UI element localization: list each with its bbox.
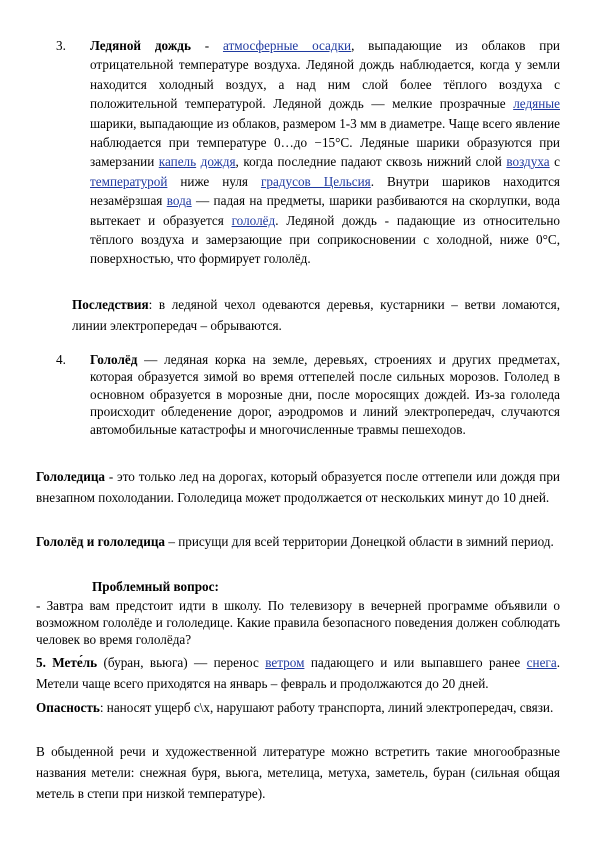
blizzard-paragraph — [36, 652, 560, 694]
text-span: ниже нуля — [167, 173, 261, 189]
text-span: - — [190, 38, 223, 53]
glaze-paragraph — [90, 351, 560, 438]
consequences-paragraph — [72, 294, 560, 336]
term-both: Гололёд и гололедица — [36, 534, 166, 549]
freezing-rain-paragraph — [90, 36, 560, 269]
problem-question-title: Проблемный вопрос: — [92, 579, 219, 594]
link-water[interactable]: вода — [166, 193, 192, 209]
link-glaze[interactable]: гололёд — [231, 212, 276, 228]
text-span: — падая на предметы, шарики разбиваются на скорлупки, вода вытекает и образуется — [90, 193, 560, 228]
list-number: 3. — [56, 38, 66, 53]
term-ground-ice: Гололедица — [36, 469, 106, 484]
text-span: , выпадающие из облаков при отрицательной температуре воздуха. Ледяной дождь наблюдается, когда у земли находится холодный воздух, а над ним слой более тёплого воздуха с положительной температурой. Ледяной дождь — мелкие прозрачные — [90, 38, 560, 112]
text-span: . Внутри шариков находится незамёрзшая — [90, 173, 560, 209]
danger-text: : наносят ущерб с\х, нарушают работу транспорта, линий электропередач, связи. — [99, 700, 554, 715]
text-span: . Ледяной дождь - падающие из относительно тёплого воздуха и замерзающие при соприкосновении с холодной, ниже 0°С, поверхностью, что формирует гололёд. — [90, 212, 560, 267]
text-span: . Метели чаще всего приходятся на январь – февраль и продолжаются до 20 дней. — [36, 655, 560, 691]
ground-ice-paragraph — [36, 466, 560, 508]
danger-label: Опасность — [36, 700, 100, 715]
term-freezing-rain: Ледяной дождь — [90, 38, 191, 53]
link-wind[interactable]: ветром — [265, 655, 305, 670]
text-span: с — [549, 154, 560, 170]
text-span: , когда последние падают сквозь нижний слой — [235, 154, 507, 170]
link-temperature[interactable]: температурой — [90, 173, 168, 189]
problem-question-text: - Завтра вам предстоит идти в школу. По телевизору в вечерней программе объявили о возможном гололёде и гололедице. Какие правила безопасного поведения должен соблюдать человек во время гололёда? — [36, 598, 560, 648]
link-rain[interactable]: дождя — [200, 154, 236, 170]
danger-paragraph — [36, 697, 560, 718]
term-glaze: Гололёд — [90, 352, 138, 367]
region-paragraph — [36, 531, 560, 552]
term-blizzard: 5. Мете́ль — [36, 655, 98, 670]
link-ice[interactable]: ледяные — [513, 96, 560, 112]
consequences-text: : в ледяной чехол одеваются деревья, кустарники – ветви ломаются, линии электропередач – обрываются. — [72, 297, 560, 333]
list-number: 4. — [56, 352, 66, 367]
link-precipitation[interactable]: атмосферные осадки — [222, 38, 352, 53]
text-span: шарики, выпадающие из облаков, размером 1-3 мм в диаметре. Чаще всего явление наблюдается при температуре 0…до −15°С. Ледяные шарики образуются при замерзании — [90, 115, 560, 170]
ground-ice-text: - это только лед на дорогах, который образуется после оттепели или дождя при внезапном похолодании. Гололедица может продолжается от нескольких минут до 10 дней. — [36, 469, 560, 505]
text-span: (буран, вьюга) — перенос — [97, 655, 266, 670]
consequences-label: Последствия — [72, 297, 149, 312]
link-air[interactable]: воздуха — [506, 154, 550, 170]
glaze-text: — ледяная корка на земле, деревьях, строениях и других предметах, которая образуется зимой во время оттепелей после сильных морозов. Гололед в основном образуется в морозные дни, после моросящих дождей. Из-за гололеда происходит обледенение дорог, аэродромов и линий электропередач, случаются автомобильные катастрофы и многочисленные травмы пешеходов. — [90, 352, 560, 437]
link-drops[interactable]: капель — [158, 154, 197, 170]
text-span: падающего и или выпавшего ранее — [304, 655, 527, 670]
link-celsius[interactable]: градусов Цельсия — [260, 173, 371, 189]
link-snow[interactable]: снега — [526, 655, 557, 670]
blizzard-names-paragraph: В обыденной речи и художественной литературе можно встретить такие многообразные названия метели: снежная буря, вьюга, метелица, метуха, заметель, буран (сильная общая метель в степи при низкой температуре). — [36, 744, 560, 801]
region-text: – присущи для всей территории Донецкой области в зимний период. — [165, 534, 554, 549]
